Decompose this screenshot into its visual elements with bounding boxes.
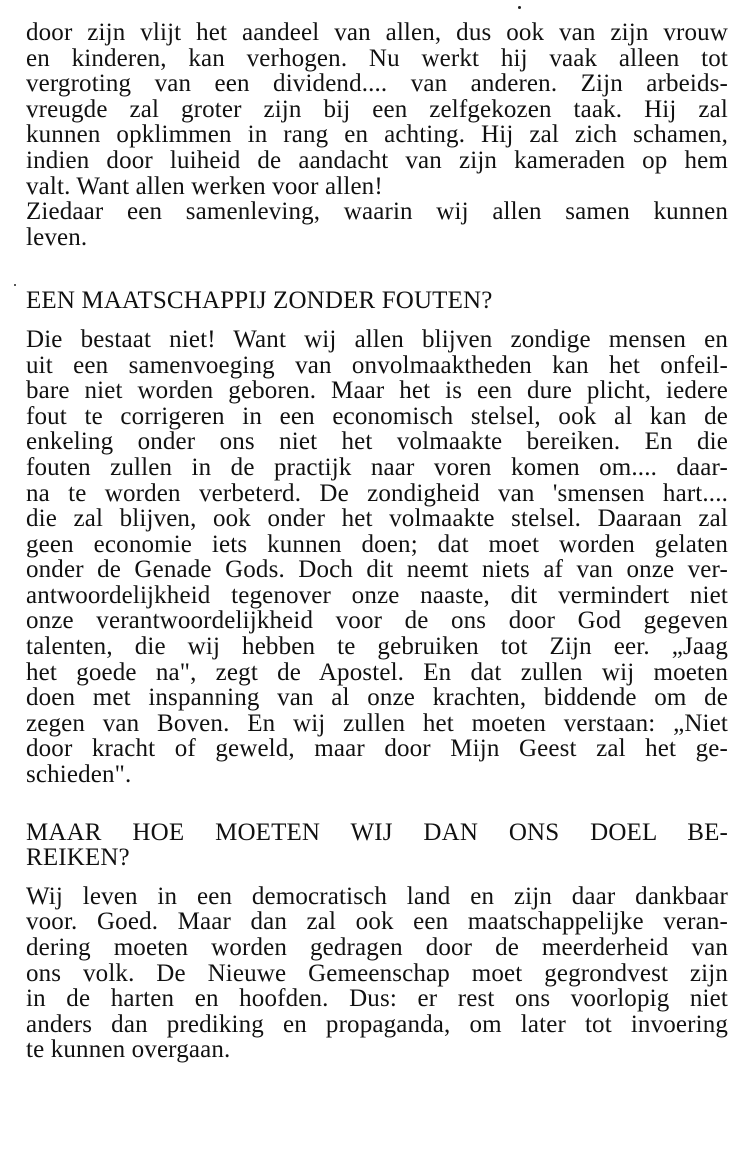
text-line: dering moeten worden gedragen door de meerderheid van [26, 934, 728, 961]
text-line: leven. [26, 223, 88, 251]
text-line: indien door luiheid de aandacht van zijn kameraden op hem [26, 146, 728, 174]
section-heading-een-maatschappij [26, 288, 728, 314]
text-line: uit een samenvoeging van onvolmaaktheden kan het onfeil- [26, 351, 728, 379]
text-line: kunnen opklimmen in rang en achting. Hij zal zich schamen, [26, 121, 728, 149]
text-line: talenten, die wij hebben te gebruiken tot Zijn eer. „Jaag [26, 633, 728, 661]
text-line: door kracht of geweld, maar door Mijn Geest zal het ge- [26, 735, 728, 763]
text-line: Ziedaar een samenleving, waarin wij allen samen kunnen [26, 198, 728, 226]
heading-text: MAAR HOE MOETEN WIJ DAN ONS DOEL BE- [26, 818, 728, 846]
text-line: bare niet worden geboren. Maar het is een dure plicht, iedere [26, 377, 728, 405]
section-2-paragraph [26, 884, 728, 1063]
text-line: onze verantwoordelijkheid voor de ons door God gegeven [26, 607, 728, 635]
text-line: ons volk. De Nieuwe Gemeenschap moet gegrondvest zijn [26, 959, 728, 987]
text-line: enkeling onder ons niet het volmaakte bereiken. En die [26, 428, 728, 456]
text-line: door zijn vlijt het aandeel van allen, dus ook van zijn vrouw [26, 19, 728, 46]
speck-mark [518, 6, 521, 9]
text-line: die zal blijven, ook onder het volmaakte stelsel. Daaraan zal [26, 505, 728, 533]
text-line: valt. Want allen werken voor allen! [26, 172, 383, 200]
text-line: geen economie iets kunnen doen; dat moet worden gelaten [26, 530, 728, 558]
text-line: fout te corrigeren in een economisch stelsel, ook al kan de [26, 402, 728, 430]
section-heading-maar-hoe [26, 820, 728, 871]
text-line: Wij leven in een democratisch land en zijn daar dankbaar [26, 882, 728, 910]
text-line: te kunnen overgaan. [26, 1036, 231, 1064]
text-line: het goede na", zegt de Apostel. En dat zullen wij moeten [26, 658, 728, 686]
document-page [26, 20, 728, 1063]
text-line: onder de Genade Gods. Doch dit neemt niets af van onze ver- [26, 556, 728, 584]
text-line: doen met inspanning van al onze krachten, biddende om de [26, 684, 728, 712]
heading-text: EEN MAATSCHAPPIJ ZONDER FOUTEN? [26, 287, 493, 315]
text-line: na te worden verbeterd. De zondigheid van 'smensen hart.... [26, 479, 728, 507]
text-line: anders dan prediking en propaganda, om later tot invoering [26, 1010, 728, 1038]
text-line: fouten zullen in de practijk naar voren komen om.... daar- [26, 453, 728, 481]
speck-mark [14, 284, 16, 286]
text-line: in de harten en hoofden. Dus: er rest ons voorlopig niet [26, 985, 728, 1013]
text-line: antwoordelijkheid tegenover onze naaste, dit vermindert niet [26, 581, 728, 609]
text-line: voor. Goed. Maar dan zal ook een maatschappelijke veran- [26, 908, 728, 936]
text-line: vreugde zal groter zijn bij een zelfgekozen taak. Hij zal [26, 95, 728, 123]
text-line: schieden". [26, 761, 132, 789]
text-line: zegen van Boven. En wij zullen het moeten verstaan: „Niet [26, 709, 728, 737]
section-1-paragraph [26, 327, 728, 788]
heading-text: REIKEN? [26, 844, 130, 872]
text-line: en kinderen, kan verhogen. Nu werkt hij vaak alleen tot [26, 44, 728, 72]
intro-paragraph [26, 20, 728, 250]
text-line: Die bestaat niet! Want wij allen blijven zondige mensen en [26, 325, 728, 353]
text-line: vergroting van een dividend.... van anderen. Zijn arbeids- [26, 70, 728, 98]
